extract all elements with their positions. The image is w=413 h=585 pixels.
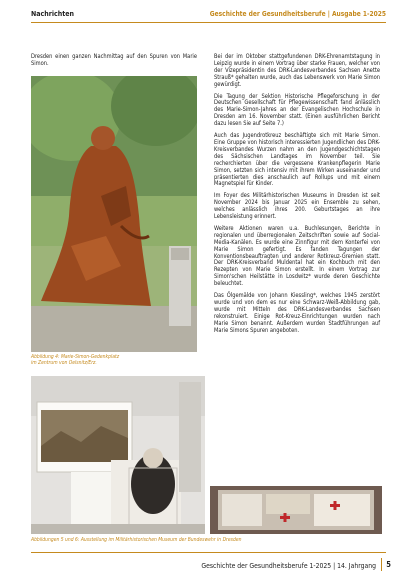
- footer-text: Geschichte der Gesundheitsberufe 1-2025 | 14. Jahrgang: [201, 562, 376, 570]
- memorial-sculpture-image: [31, 76, 197, 352]
- paragraph: Im Foyer des Militärhistorischen Museums in Dresden ist seit November 2024 bis Januar 2025 ein Ensemble zu sehen, welches anlässlich ihres 200. Geburtstages an ihre Lebensleistung erinnert.: [214, 193, 380, 221]
- intro-text: [31, 54, 197, 73]
- paragraph: Bei der im Oktober stattgefundenen DRK-Ehrenamtstagung in Leipzig wurde in einem Vortrag über starke Frauen, welcher von der Vizepräsidentin des DRK-Landesverbandes Sachsen Anette Strauß* gehalten wurde, auch das Lebenswerk von Marie Simon gewürdigt.: [214, 54, 380, 88]
- footer-rule: [31, 552, 386, 553]
- paragraph: Die Tagung der Sektion Historische Pflegeforschung in der Deutschen Gesellschaft für Pflegewissenschaft fand anlässlich des Marie-Simon-Jahres an der Evangelischen Hochschule in Dresden am 16. November statt. (Einen ausführlichen Bericht dazu lesen Sie auf Seite 7.): [214, 93, 380, 128]
- figure-4-caption-line1: Abbildung 4: Marie-Simon-Gedenkplatz: [31, 354, 120, 360]
- paragraph: Weitere Aktionen waren u.a. Buchlesungen, Berichte in regionalen und überregionalen Zeitschriften sowie auf Social-Media-Kanälen. Es wurde eine Zinnfigur mit dem Konterfei von Marie Simon gefertigt. Es fanden Tagungen der Konventionsbeauftragten und anderer Rotkreuz-Gremien statt. Der DRK-Kreisverband Muldental hat ein Kochbuch mit den Rezepten von Marie Simon erstellt. In einem Vortrag zur Simon'schen Heilstätte in Losdwitz* wurde deren Geschichte beleuchtet.: [214, 225, 380, 288]
- publication-title: Geschichte der Gesundheitsberufe | Ausgabe 1-2025: [209, 10, 386, 18]
- body-text: [214, 54, 380, 340]
- figure-6-photo: [210, 486, 382, 534]
- figure-4-caption-line2: im Zentrum von Oelsnitz/Erz.: [31, 360, 97, 367]
- exhibition-display-image: [31, 376, 205, 534]
- museum-vitrine-image: [210, 486, 382, 534]
- figure-4-caption: [31, 354, 197, 366]
- figure-4-photo: [31, 76, 197, 352]
- paragraph: Das Ölgemälde von Johann Kiessling*, welches 1945 zerstört wurde und von dem es nur eine Schwarz-Weiß-Abbildung gab, wurde mit Mitteln des DRK-Landesverbandes Sachsen rekonstruiert. Einige Rot-Kreuz-Einrichtungen wurden nach Marie Simon benannt. Außerdem wurden Stadtführungen auf Marie Simons Spuren angeboten.: [214, 293, 380, 334]
- figure-5-photo: [31, 376, 205, 534]
- intro-paragraph: Dresden einen ganzen Nachmittag auf den Spuren von Marie Simon.: [31, 54, 197, 67]
- section-title: Nachrichten: [31, 10, 74, 18]
- page-number: 5: [386, 560, 391, 569]
- figure-5-6-caption: Abbildungen 5 und 6: Ausstellung im Militärhistorischen Museum der Bundeswehr in Dresden: [31, 537, 242, 543]
- header-rule: [31, 22, 386, 23]
- paragraph: Auch das Jugendrotkreuz beschäftigte sich mit Marie Simon. Eine Gruppe von historisch interessierten Jugendlichen des DRK-Kreisverbandes Wurzen nahm an den Jugendgeschichtstagen des Sächsischen Landtages im November teil. Sie recherchierten über die vergessene Krankenpflegerin Marie Simon, setzten sich intensiv mit ihrem Wirken auseinander und präsentierten dies anschaulich auf Rollups und mit einem Magnetspiel für Kinder.: [214, 133, 380, 188]
- footer-divider: [381, 558, 382, 571]
